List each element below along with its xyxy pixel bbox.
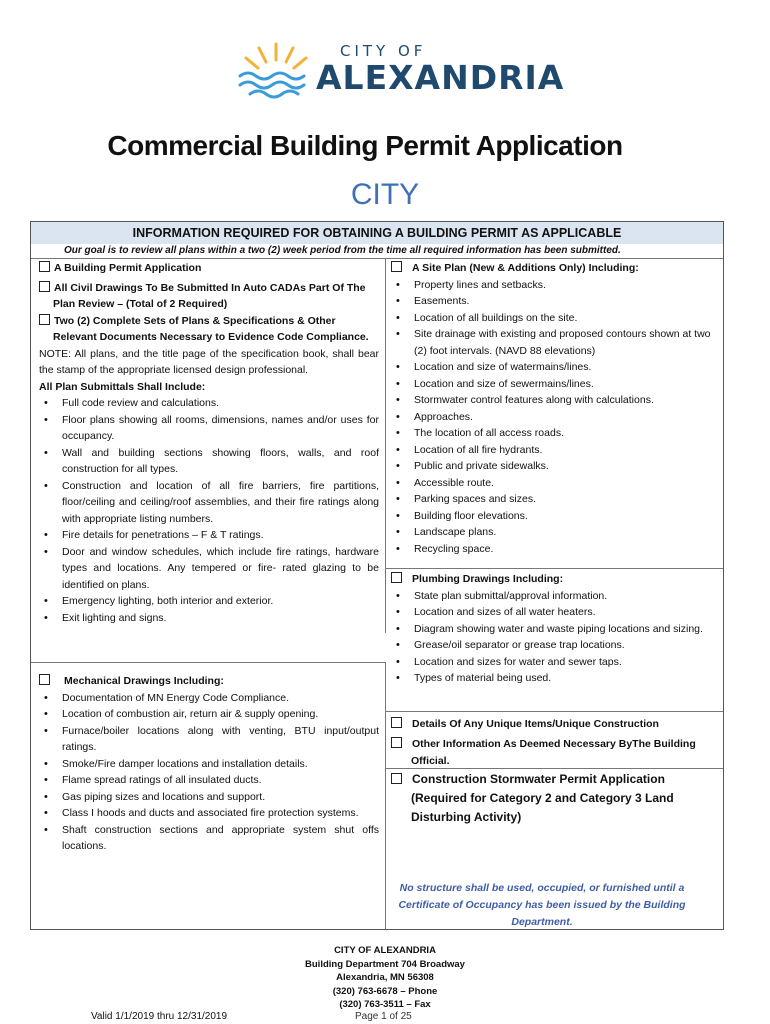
civil-drawings-item[interactable]: All Civil Drawings To Be Submitted In Auto CADAs Part Of The Plan Review – (Total of 2 Required) [39,280,379,313]
list-item: • Diagram showing water and waste piping locations and sizing. [391,621,713,638]
list-item: • Parking spaces and sizes. [391,491,713,508]
submittals-list [39,395,379,626]
list-item: • The location of all access roads. [391,425,713,442]
list-item: • Landscape plans. [391,524,713,541]
site-plan-heading[interactable]: A Site Plan (New & Additions Only) Including: [391,260,713,277]
sun-waves-icon [236,40,316,100]
list-item: • Smoke/Fire damper locations and installation details. [39,756,379,773]
page-subtitle: CITY [350,178,420,211]
row-divider [386,711,723,712]
footer-line: Building Department 704 Broadway [305,958,465,970]
logo-name-text: ALEXANDRIA [316,58,565,97]
list-item: • Construction and location of all fire barriers, fire partitions, floor/ceiling and ceiling/roof assemblies, and their fire ratings along with appropriate listing numbers. [39,478,379,528]
submittals-heading: All Plan Submittals Shall Include: [39,380,206,393]
checkbox-icon[interactable] [39,674,50,685]
list-item: • Accessible route. [391,475,713,492]
list-item: • Documentation of MN Energy Code Compliance. [39,690,379,707]
column-divider-lower [385,662,386,930]
checkbox-icon[interactable] [39,314,50,325]
row-divider [31,662,386,663]
plumbing-section [391,571,713,687]
list-item: • Fire details for penetrations – F & T ratings. [39,527,379,544]
row-divider [31,258,723,259]
list-item: • Furnace/boiler locations along with venting, BTU input/output ratings. [39,723,379,756]
footer-line: CITY OF ALEXANDRIA [334,945,436,956]
other-information[interactable]: Other Information As Deemed Necessary ByThe Building Official. [391,736,711,769]
row-divider [386,568,723,569]
list-item: • Shaft construction sections and appropriate system shut offs locations. [39,822,379,855]
list-item: • State plan submittal/approval information. [391,588,713,605]
logo-city-text: CITY OF [340,42,427,60]
list-item: • Wall and building sections showing floors, walls, and roof construction for all types. [39,445,379,478]
mechanical-heading[interactable]: Mechanical Drawings Including: [39,673,379,690]
stamp-note: NOTE: All plans, and the title page of the specification book, shall bear the stamp of the appropriate licensed design professional. [39,347,379,376]
list-item: • Property lines and setbacks. [391,277,713,294]
checkbox-icon[interactable] [391,261,402,272]
requirements-banner: INFORMATION REQUIRED FOR OBTAINING A BUILDING PERMIT AS APPLICABLE [31,222,723,244]
list-item: • Stormwater control features along with calculations. [391,392,713,409]
list-item: • Location of all buildings on the site. [391,310,713,327]
plumbing-heading[interactable]: Plumbing Drawings Including: [391,571,713,588]
list-item: • Flame spread ratings of all insulated ducts. [39,772,379,789]
footer-line: (320) 763-3511 – Fax [339,999,431,1011]
footer-line: Alexandria, MN 56308 [336,972,434,984]
list-item: • Location and sizes for water and sewer taps. [391,654,713,671]
mechanical-list [39,690,379,855]
footer-line: (320) 763-6678 – Phone [332,985,438,997]
page-number: Page 1 of 25 [355,1011,412,1022]
list-item: • Gas piping sizes and locations and support. [39,789,379,806]
site-plan-section [391,260,713,557]
checkbox-icon[interactable] [391,737,402,748]
list-item: • Types of material being used. [391,670,713,687]
list-item: • Location of combustion air, return air & supply opening. [39,706,379,723]
list-item: • Approaches. [391,409,713,426]
plan-sets-item[interactable]: Two (2) Complete Sets of Plans & Specifications & Other Relevant Documents Necessary to Evidence Code Compliance. [39,313,379,346]
left-column-top [39,260,379,626]
checkbox-icon[interactable] [39,281,50,292]
site-plan-list [391,277,713,558]
page-title: Commercial Building Permit Application [107,130,623,161]
list-item: • Location and size of sewermains/lines. [391,376,713,393]
mechanical-section [39,673,379,855]
checkbox-icon[interactable] [391,717,402,728]
list-item: • Site drainage with existing and proposed contours shown at two (2) foot intervals. (NAVD 88 elevations) [391,326,713,359]
stormwater-permit[interactable]: Construction Stormwater Permit Application (Required for Category 2 and Category 3 Land Disturbing Activity) [391,770,711,827]
list-item: • Exit lighting and signs. [39,610,379,627]
checkbox-icon[interactable] [391,773,402,784]
list-item: • Easements. [391,293,713,310]
occupancy-notice: No structure shall be used, occupied, or furnished until a Certificate of Occupancy has been issued by the Building Department. [398,882,686,928]
list-item: • Building floor elevations. [391,508,713,525]
list-item: • Location and sizes of all water heaters. [391,604,713,621]
list-item: • Emergency lighting, both interior and exterior. [39,593,379,610]
permit-application-item[interactable]: A Building Permit Application [39,260,379,277]
list-item: • Grease/oil separator or grease trap locations. [391,637,713,654]
list-item: • Door and window schedules, which include fire ratings, hardware types and locations. Any tempered or fire- rated glazing to be identified on plans. [39,544,379,594]
unique-items[interactable]: Details Of Any Unique Items/Unique Construction [391,716,713,733]
plumbing-list [391,588,713,687]
list-item: • Full code review and calculations. [39,395,379,412]
validity-dates: Valid 1/1/2019 thru 12/31/2019 [91,1011,228,1022]
list-item: • Recycling space. [391,541,713,558]
list-item: • Location and size of watermains/lines. [391,359,713,376]
column-divider [385,258,386,633]
city-logo [236,40,565,100]
list-item: • Location of all fire hydrants. [391,442,713,459]
checkbox-icon[interactable] [39,261,50,272]
list-item: • Public and private sidewalks. [391,458,713,475]
footer-address [270,944,500,1012]
checkbox-icon[interactable] [391,572,402,583]
list-item: • Floor plans showing all rooms, dimensions, names and/or uses for occupancy. [39,412,379,445]
goal-statement: Our goal is to review all plans within a two (2) week period from the time all required information has been submitted. [64,245,621,256]
list-item: • Class I hoods and ducts and associated fire protection systems. [39,805,379,822]
